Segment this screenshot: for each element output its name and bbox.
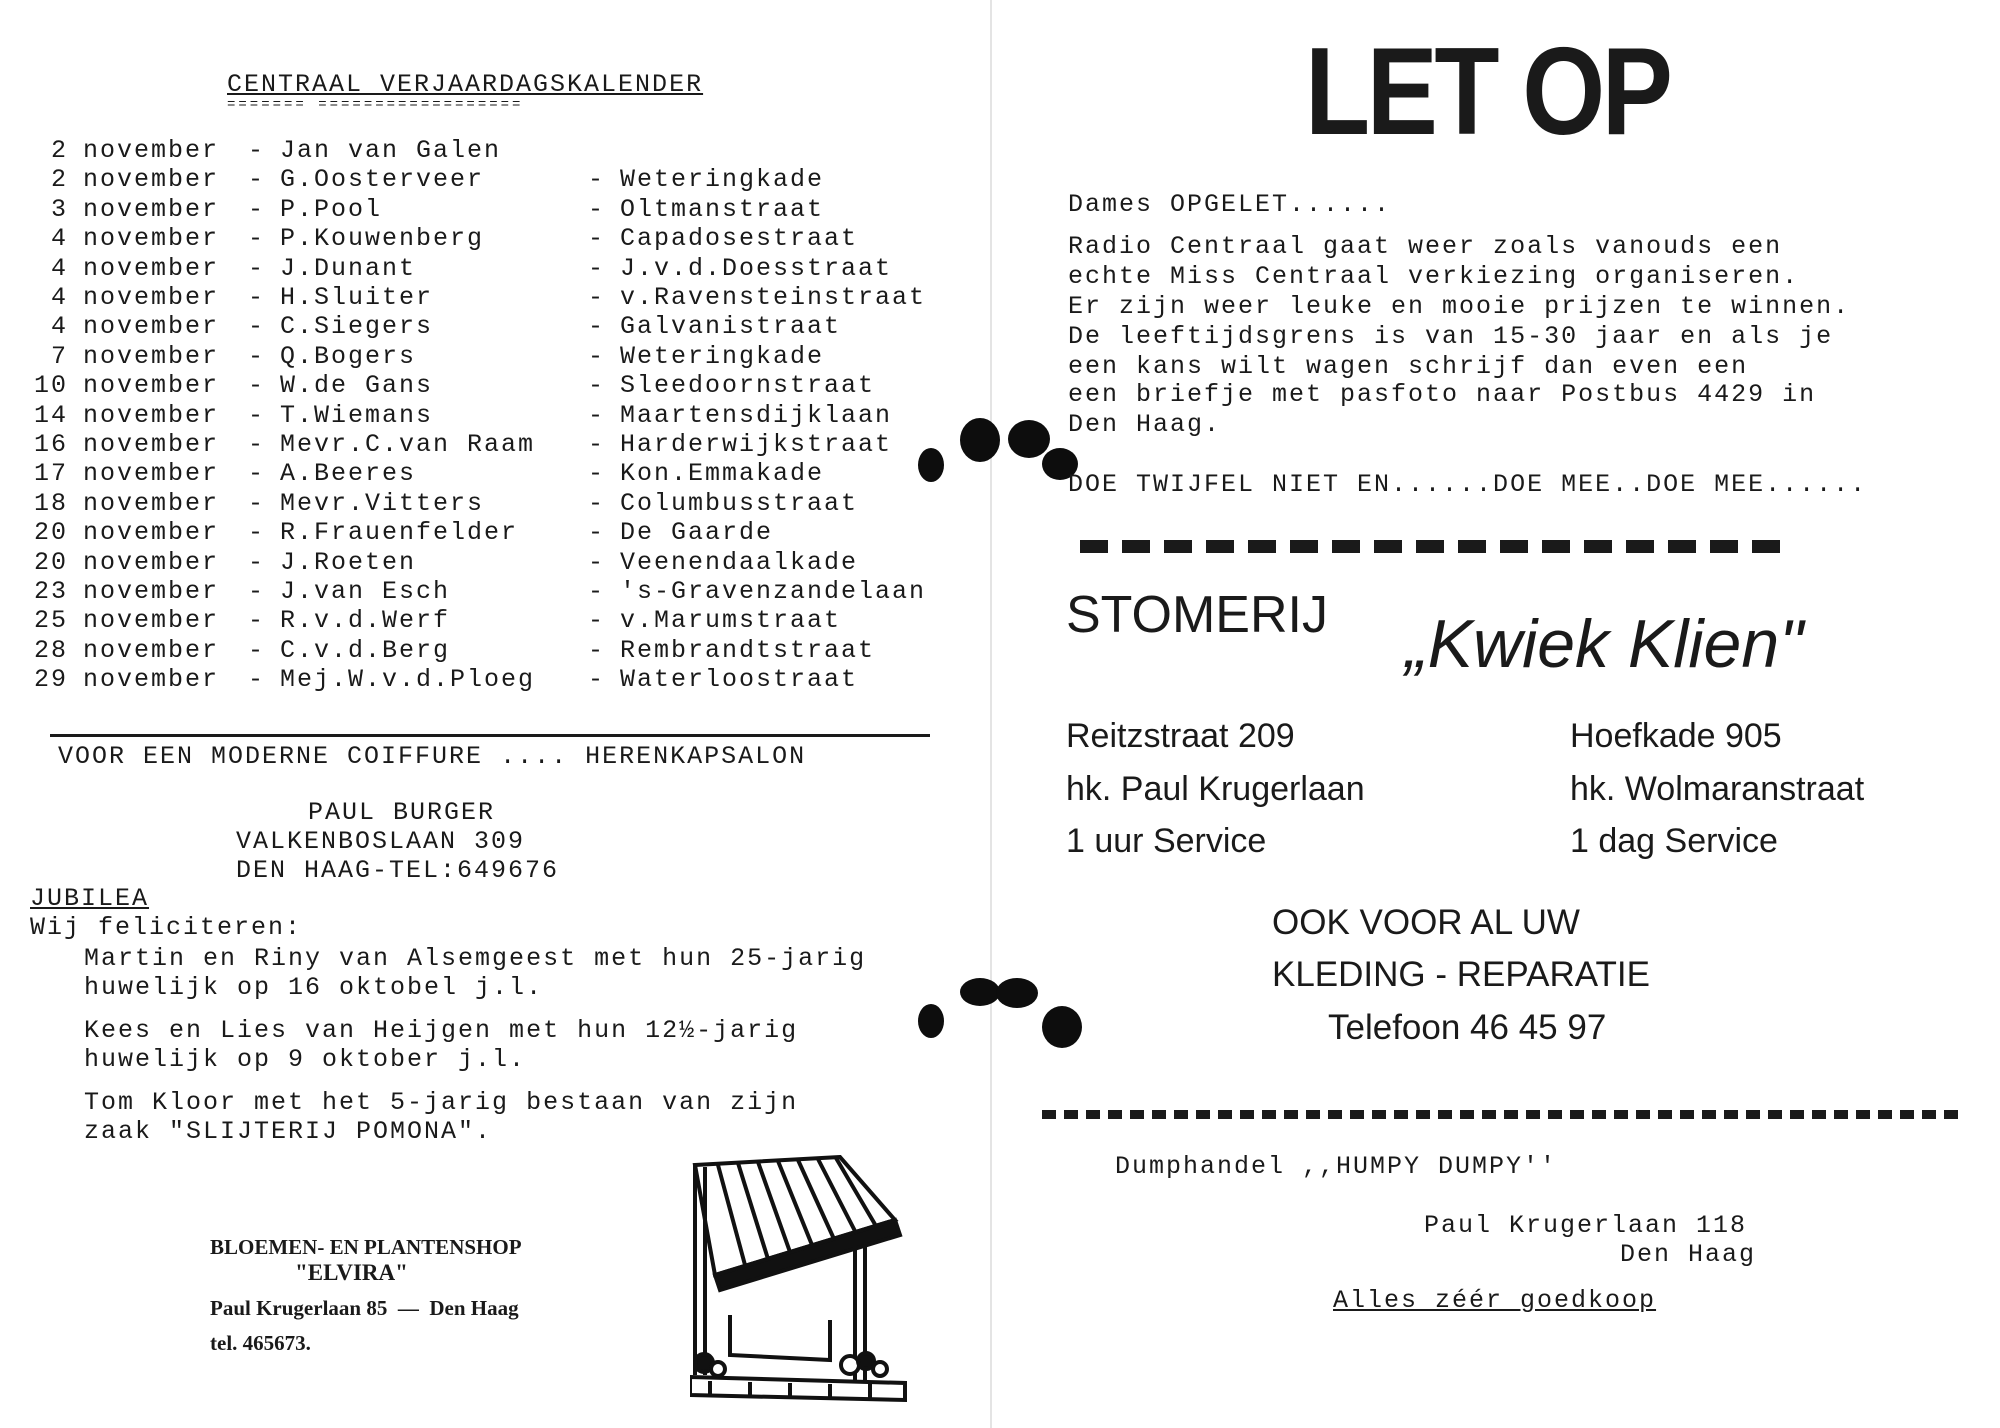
dash-segment — [1752, 540, 1780, 553]
dash-segment — [1658, 1110, 1672, 1119]
dash-segment — [1900, 1110, 1914, 1119]
dash-segment — [1290, 540, 1318, 553]
dash-segment — [1372, 1110, 1386, 1119]
dumphandel-slogan: Alles zéér goedkoop — [1333, 1286, 1657, 1315]
flowershop-subname: "ELVIRA" — [295, 1260, 408, 1285]
calendar-day: 2 — [50, 136, 68, 165]
calendar-dash: - — [588, 253, 606, 283]
dash-segment — [1248, 540, 1276, 553]
let-op-body-line: een briefje met pasfoto naar Postbus 4429 in — [1068, 380, 1817, 409]
let-op-intro: Dames OPGELET...... — [1068, 190, 1392, 219]
calendar-name: Jan van Galen — [280, 136, 502, 165]
dash-segment — [1626, 540, 1654, 553]
calendar-dash: - — [588, 224, 606, 254]
let-op-body-line: Er zijn weer leuke en mooie prijzen te winnen. — [1068, 292, 1851, 321]
calendar-street: v.Ravensteinstraat — [620, 283, 927, 312]
dash-segment — [1080, 540, 1108, 553]
dash-segment — [1570, 1110, 1584, 1119]
let-op-heading: LET OP — [1305, 23, 1670, 161]
calendar-name: J.Roeten — [280, 547, 417, 577]
flowershop-address: Paul Krugerlaan 85 — Den Haag — [210, 1296, 519, 1320]
dash-segment — [1122, 540, 1150, 553]
calendar-month: november — [83, 136, 220, 165]
calendar-dash: - — [248, 547, 266, 577]
dash-segment — [1206, 540, 1234, 553]
calendar-month: november — [83, 577, 220, 606]
calendar-name: J.van Esch — [280, 577, 451, 606]
calendar-name: R.v.d.Werf — [280, 606, 451, 636]
dash-segment — [1152, 1110, 1166, 1119]
dash-segment — [1922, 1110, 1936, 1119]
calendar-month: november — [83, 430, 220, 459]
calendar-day: 16 — [33, 430, 68, 459]
calendar-day: 4 — [50, 283, 68, 312]
let-op-body-line: De leeftijdsgrens is van 15-30 jaar en als je — [1068, 322, 1834, 351]
calendar-street: Veenendaalkade — [620, 547, 859, 577]
dash-segment — [1702, 1110, 1716, 1119]
calendar-month: november — [83, 635, 220, 665]
calendar-dash: - — [588, 430, 606, 459]
dash-segment — [1878, 1110, 1892, 1119]
calendar-title-underline: ======= ================== — [227, 97, 524, 113]
calendar-month: november — [83, 371, 220, 401]
dash-segment — [1240, 1110, 1254, 1119]
calendar-name: T.Wiemans — [280, 400, 434, 430]
calendar-month: november — [83, 547, 220, 577]
dash-segment — [1482, 1110, 1496, 1119]
calendar-street: Galvanistraat — [620, 312, 842, 342]
calendar-day: 28 — [33, 635, 68, 665]
calendar-dash: - — [588, 635, 606, 665]
calendar-street: Harderwijkstraat — [620, 430, 893, 459]
dash-segment — [1332, 540, 1360, 553]
dash-segment — [1374, 540, 1402, 553]
calendar-month: november — [83, 488, 220, 518]
punch-hole-mark — [1042, 1006, 1082, 1048]
calendar-street: v.Marumstraat — [620, 606, 842, 636]
dash-segment — [1438, 1110, 1452, 1119]
dumphandel-city: Den Haag — [1620, 1240, 1757, 1269]
dash-segment — [1460, 1110, 1474, 1119]
calendar-day: 20 — [33, 547, 68, 577]
dash-segment — [1218, 1110, 1232, 1119]
dash-segment — [1284, 1110, 1298, 1119]
calendar-name: W.de Gans — [280, 371, 434, 401]
calendar-street: Oltmanstraat — [620, 194, 825, 224]
dash-segment — [1710, 540, 1738, 553]
jubilea-intro: Wij feliciteren: — [30, 913, 303, 942]
calendar-day: 17 — [33, 459, 68, 489]
calendar-street: Waterloostraat — [620, 665, 859, 695]
calendar-name: C.v.d.Berg — [280, 635, 451, 665]
salon-telephone: DEN HAAG-TEL:649676 — [236, 856, 560, 885]
dash-segment — [1086, 1110, 1100, 1119]
stomerij-right-line: Hoefkade 905 — [1570, 717, 1782, 755]
let-op-body-line: Radio Centraal gaat weer zoals vanouds een — [1068, 232, 1783, 261]
calendar-name: G.Oosterveer — [280, 165, 485, 195]
calendar-month: november — [83, 400, 220, 430]
calendar-dash: - — [588, 488, 606, 518]
punch-hole-mark — [1008, 420, 1050, 458]
calendar-street: 's-Gravenzandelaan — [620, 577, 927, 606]
calendar-day: 25 — [33, 606, 68, 636]
stomerij-ook-line: OOK VOOR AL UW — [1272, 903, 1580, 942]
calendar-dash: - — [588, 312, 606, 342]
calendar-street: Capadosestraat — [620, 224, 859, 254]
calendar-month: november — [83, 224, 220, 254]
dash-segment — [1834, 1110, 1848, 1119]
dashed-separator — [1042, 1110, 1966, 1119]
calendar-dash: - — [248, 577, 266, 606]
dumphandel-address: Paul Krugerlaan 118 — [1424, 1211, 1748, 1240]
calendar-month: november — [83, 165, 220, 195]
dash-segment — [1526, 1110, 1540, 1119]
calendar-name: Mevr.C.van Raam — [280, 430, 536, 459]
calendar-dash: - — [588, 577, 606, 606]
punch-hole-mark — [960, 418, 1000, 462]
calendar-dash: - — [248, 283, 266, 312]
calendar-month: november — [83, 253, 220, 283]
calendar-day: 4 — [50, 253, 68, 283]
calendar-dash: - — [248, 606, 266, 636]
calendar-street: Kon.Emmakade — [620, 459, 825, 489]
dash-segment — [1680, 1110, 1694, 1119]
calendar-dash: - — [248, 400, 266, 430]
let-op-body-line: echte Miss Centraal verkiezing organiseren. — [1068, 262, 1800, 291]
dash-segment — [1416, 1110, 1430, 1119]
stomerij-left-line: hk. Paul Krugerlaan — [1066, 770, 1365, 808]
calendar-dash: - — [248, 136, 266, 165]
calendar-dash: - — [248, 341, 266, 371]
calendar-dash: - — [248, 371, 266, 401]
dash-segment — [1108, 1110, 1122, 1119]
calendar-street: Columbusstraat — [620, 488, 859, 518]
let-op-body-line: Den Haag. — [1068, 410, 1222, 439]
calendar-month: november — [83, 341, 220, 371]
calendar-name: J.Dunant — [280, 253, 417, 283]
dash-segment — [1548, 1110, 1562, 1119]
dash-segment — [1504, 1110, 1518, 1119]
punch-hole-mark — [918, 448, 944, 482]
dash-segment — [1614, 1110, 1628, 1119]
dash-segment — [1064, 1110, 1078, 1119]
calendar-day: 29 — [33, 665, 68, 695]
calendar-day: 7 — [50, 341, 68, 371]
calendar-dash: - — [588, 459, 606, 489]
punch-hole-mark — [996, 978, 1038, 1008]
stomerij-left-line: Reitzstraat 209 — [1066, 717, 1295, 755]
dash-segment — [1584, 540, 1612, 553]
stomerij-reparatie-line: KLEDING - REPARATIE — [1272, 955, 1650, 994]
calendar-dash: - — [248, 165, 266, 195]
calendar-day: 4 — [50, 224, 68, 254]
dash-segment — [1164, 540, 1192, 553]
dash-segment — [1542, 540, 1570, 553]
dash-segment — [1042, 1110, 1056, 1119]
calendar-month: november — [83, 459, 220, 489]
calendar-dash: - — [248, 312, 266, 342]
dash-segment — [1592, 1110, 1606, 1119]
dash-segment — [1790, 1110, 1804, 1119]
calendar-name: Mej.W.v.d.Ploeg — [280, 665, 536, 695]
jubilea-item: Martin en Riny van Alsemgeest met hun 25-jarig huwelijk op 16 oktobel j.l. — [84, 944, 867, 1002]
calendar-dash: - — [248, 488, 266, 518]
calendar-street: J.v.d.Doesstraat — [620, 253, 893, 283]
calendar-name: Q.Bogers — [280, 341, 417, 371]
page-fold — [990, 0, 992, 1428]
salon-address: VALKENBOSLAAN 309 — [236, 827, 526, 856]
flowershop-telephone: tel. 465673. — [210, 1331, 311, 1355]
dash-segment — [1174, 1110, 1188, 1119]
calendar-street: Rembrandtstraat — [620, 635, 876, 665]
dash-segment — [1130, 1110, 1144, 1119]
dash-segment — [1262, 1110, 1276, 1119]
calendar-street: Sleedoornstraat — [620, 371, 876, 401]
stomerij-label: STOMERIJ — [1066, 586, 1328, 644]
calendar-dash: - — [588, 194, 606, 224]
calendar-name: P.Pool — [280, 194, 383, 224]
calendar-month: november — [83, 606, 220, 636]
calendar-dash: - — [588, 283, 606, 312]
calendar-dash: - — [248, 430, 266, 459]
calendar-name: Mevr.Vitters — [280, 488, 485, 518]
calendar-dash: - — [248, 518, 266, 548]
punch-hole-mark — [960, 978, 1000, 1006]
dash-segment — [1306, 1110, 1320, 1119]
jubilea-item: Tom Kloor met het 5-jarig bestaan van zijn zaak "SLIJTERIJ POMONA". — [84, 1088, 799, 1146]
calendar-dash: - — [588, 400, 606, 430]
calendar-dash: - — [248, 224, 266, 254]
calendar-street: Maartensdijklaan — [620, 400, 893, 430]
calendar-dash: - — [588, 665, 606, 695]
calendar-dash: - — [248, 459, 266, 489]
salon-ad-line: VOOR EEN MODERNE COIFFURE .... HERENKAPSALON — [58, 742, 807, 771]
calendar-street: De Gaarde — [620, 518, 774, 548]
stomerij-telephone: Telefoon 46 45 97 — [1328, 1008, 1607, 1047]
calendar-dash: - — [248, 665, 266, 695]
calendar-dash: - — [248, 253, 266, 283]
dash-segment — [1458, 540, 1486, 553]
calendar-dash: - — [588, 547, 606, 577]
stomerij-left-line: 1 uur Service — [1066, 822, 1267, 860]
flowershop-name: BLOEMEN- EN PLANTENSHOP — [210, 1235, 522, 1259]
calendar-dash: - — [248, 635, 266, 665]
dash-segment — [1636, 1110, 1650, 1119]
dash-segment — [1328, 1110, 1342, 1119]
calendar-day: 14 — [33, 400, 68, 430]
let-op-body-line: een kans wilt wagen schrijf dan even een — [1068, 352, 1749, 381]
calendar-street: Weteringkade — [620, 341, 825, 371]
calendar-dash: - — [588, 518, 606, 548]
calendar-month: november — [83, 518, 220, 548]
calendar-month: november — [83, 312, 220, 342]
dashed-separator — [1080, 540, 1794, 553]
calendar-dash: - — [588, 341, 606, 371]
dash-segment — [1668, 540, 1696, 553]
stomerij-right-line: hk. Wolmaranstraat — [1570, 770, 1865, 808]
calendar-dash: - — [248, 194, 266, 224]
calendar-name: H.Sluiter — [280, 283, 434, 312]
jubilea-item: Kees en Lies van Heijgen met hun 12½-jarig huwelijk op 9 oktober j.l. — [84, 1016, 799, 1074]
calendar-name: P.Kouwenberg — [280, 224, 485, 254]
dash-segment — [1196, 1110, 1210, 1119]
salon-name: PAUL BURGER — [308, 798, 496, 827]
dash-segment — [1500, 540, 1528, 553]
calendar-street: Weteringkade — [620, 165, 825, 195]
dash-segment — [1768, 1110, 1782, 1119]
dash-segment — [1724, 1110, 1738, 1119]
dash-segment — [1944, 1110, 1958, 1119]
dash-segment — [1416, 540, 1444, 553]
punch-hole-mark — [918, 1004, 944, 1038]
calendar-day: 20 — [33, 518, 68, 548]
calendar-dash: - — [588, 165, 606, 195]
stomerij-right-line: 1 dag Service — [1570, 822, 1778, 860]
calendar-month: november — [83, 665, 220, 695]
calendar-dash: - — [588, 371, 606, 401]
calendar-day: 10 — [33, 371, 68, 401]
calendar-day: 23 — [33, 577, 68, 606]
dash-segment — [1746, 1110, 1760, 1119]
stomerij-name: „Kwiek Klien" — [1405, 606, 1804, 682]
calendar-title: CENTRAAL VERJAARDAGSKALENDER — [227, 70, 704, 99]
calendar-dash: - — [588, 606, 606, 636]
divider-line — [50, 734, 930, 737]
flower-stall-illustration — [690, 1155, 930, 1410]
calendar-day: 18 — [33, 488, 68, 518]
calendar-name: R.Frauenfelder — [280, 518, 519, 548]
calendar-month: november — [83, 283, 220, 312]
dash-segment — [1856, 1110, 1870, 1119]
flowershop-ad — [210, 1235, 522, 1356]
calendar-name: C.Siegers — [280, 312, 434, 342]
dumphandel-name: Dumphandel ,,HUMPY DUMPY'' — [1115, 1152, 1558, 1181]
dash-segment — [1394, 1110, 1408, 1119]
calendar-month: november — [83, 194, 220, 224]
dash-segment — [1812, 1110, 1826, 1119]
jubilea-heading: JUBILEA — [30, 884, 150, 913]
calendar-day: 2 — [50, 165, 68, 195]
let-op-closing: DOE TWIJFEL NIET EN......DOE MEE..DOE MEE...... — [1068, 470, 1868, 499]
calendar-day: 3 — [50, 194, 68, 224]
dash-segment — [1350, 1110, 1364, 1119]
calendar-day: 4 — [50, 312, 68, 342]
calendar-name: A.Beeres — [280, 459, 417, 489]
